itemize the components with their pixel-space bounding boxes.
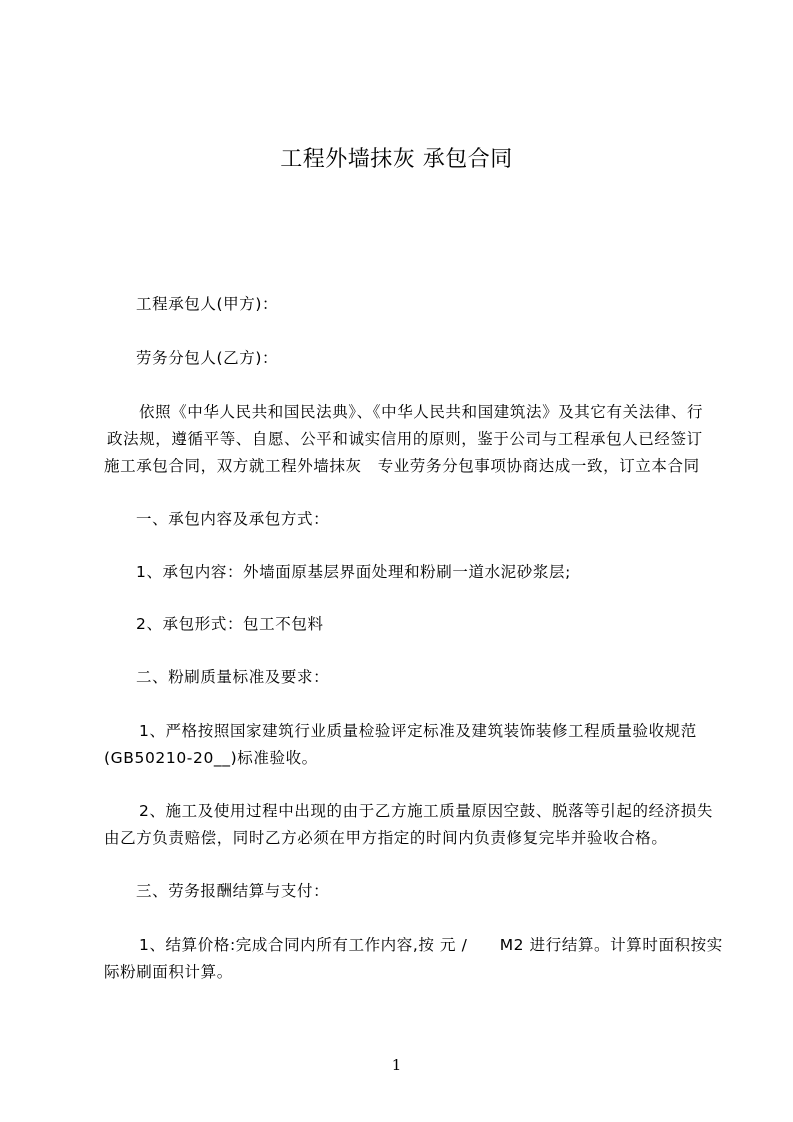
section-3-item-1-line-2: 际粉刷面积计算。 <box>104 963 233 981</box>
party-b-label: 劳务分包人(乙方)： <box>136 349 279 367</box>
section-2-item-1-line-2: (GB50210-20__)标准验收。 <box>104 749 318 767</box>
section-3-heading: 三、劳务报酬结算与支付： <box>136 882 330 900</box>
preamble-line-2: 政法规，遵循平等、自愿、公平和诚实信用的原则，鉴于公司与工程承包人已经签订 <box>107 430 703 448</box>
page-number: 1 <box>391 1056 402 1074</box>
contract-title: 工程外墙抹灰 承包合同 <box>280 147 513 172</box>
section-2-item-2-line-1: 2、施工及使用过程中出现的由于乙方施工质量原因空鼓、脱落等引起的经济损失 <box>139 802 713 820</box>
section-1-item-2: 2、承包形式：包工不包料 <box>136 615 324 633</box>
section-2-item-2-line-2: 由乙方负责赔偿，同时乙方必须在甲方指定的时间内负责修复完毕并验收合格。 <box>104 829 668 847</box>
preamble-line-1: 依照《中华人民共和国民法典》、《中华人民共和国建筑法》及其它有关法律、行 <box>139 403 704 421</box>
preamble-line-3: 施工承包合同，双方就工程外墙抹灰 专业劳务分包事项协商达成一致，订立本合同 <box>104 457 700 475</box>
section-1-heading: 一、承包内容及承包方式： <box>136 510 330 528</box>
section-1-item-1: 1、承包内容：外墙面原基层界面处理和粉刷一道水泥砂浆层; <box>136 563 571 581</box>
section-2-item-1-line-1: 1、严格按照国家建筑行业质量检验评定标准及建筑装饰装修工程质量验收规范 <box>139 722 697 740</box>
section-2-heading: 二、粉刷质量标准及要求： <box>136 668 330 686</box>
section-3-item-1-line-1: 1、结算价格:完成合同内所有工作内容,按 元 / M2 进行结算。计算时面积按实 <box>139 936 723 954</box>
party-a-label: 工程承包人(甲方)： <box>136 295 279 313</box>
